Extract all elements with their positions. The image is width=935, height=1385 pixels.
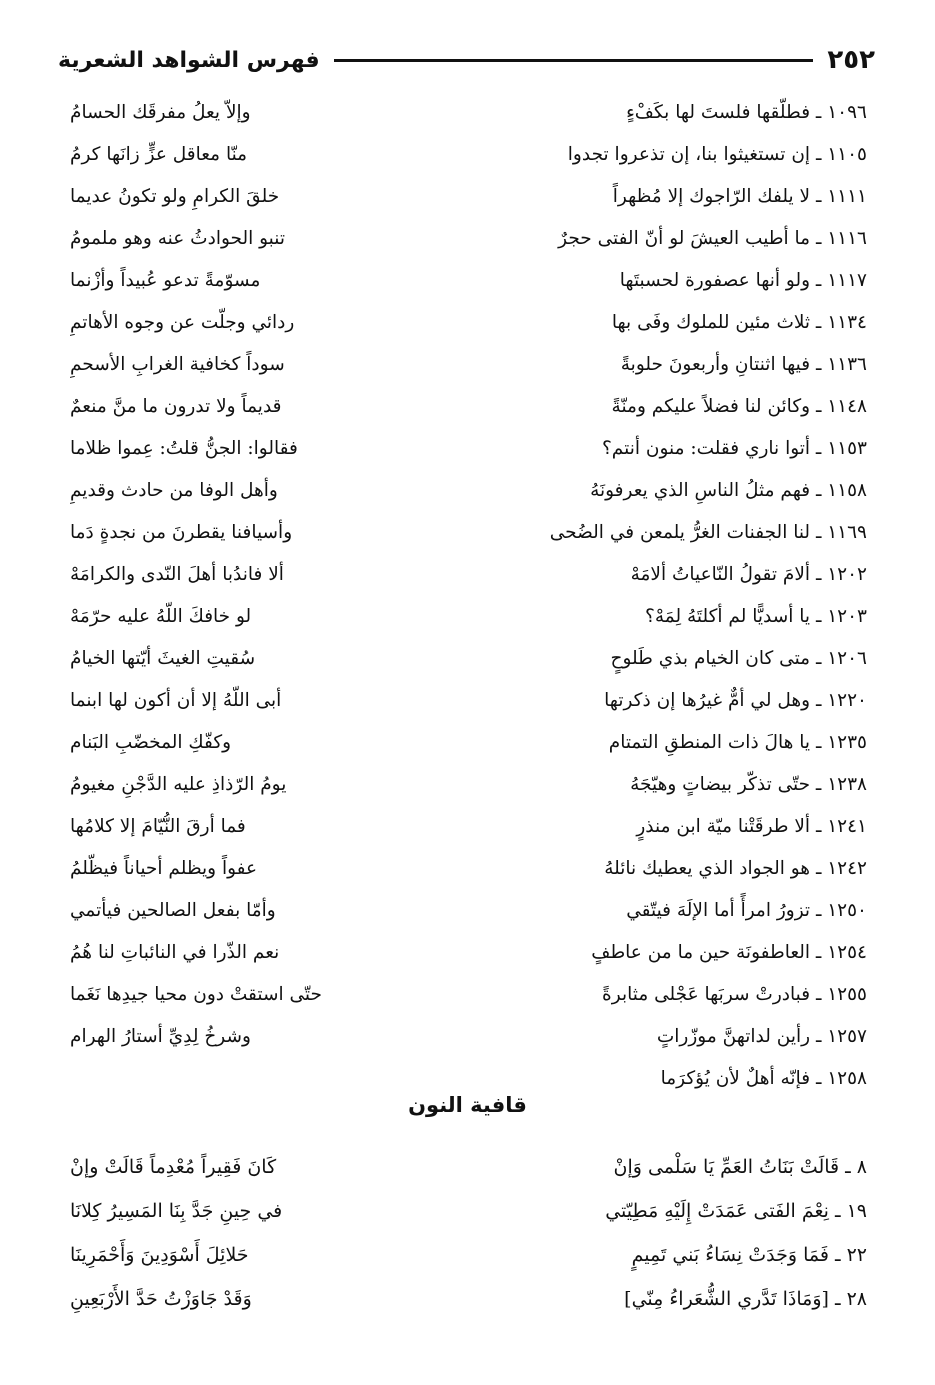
verse-text: ألا فاندُبا أهلَ النّدى والكرامَهْ bbox=[70, 564, 284, 585]
verse-text: ١٢٣٥ ـ يا هالَ ذات المنطقِ التمتام bbox=[608, 732, 867, 753]
verse-text: وشرخُ لِدِيِّ أستارُ الهرام bbox=[70, 1026, 251, 1047]
verse-text: لو خافكَ اللّهُ عليه حرّمَهْ bbox=[70, 606, 252, 627]
verse-second-hemistich bbox=[70, 176, 437, 218]
verse-second-hemistich bbox=[70, 1145, 437, 1189]
verse-first-hemistich bbox=[457, 344, 867, 386]
verse-second-hemistich bbox=[70, 1233, 437, 1277]
verse-text: ردائي وجلّت عن وجوه الأهاتمِ bbox=[70, 312, 295, 333]
verse-first-hemistich bbox=[457, 596, 867, 638]
verse-text: كَانَ فَقِيراً مُعْدِماً قَالَتْ وإنْ bbox=[70, 1156, 277, 1178]
verse-text: في حِينِ جَدَّ بِنَا المَسِيرُ كِلانَا bbox=[70, 1200, 283, 1222]
verse-first-hemistich bbox=[457, 470, 867, 512]
verse-first-hemistich bbox=[457, 848, 867, 890]
verse-column-right bbox=[457, 1145, 867, 1321]
verse-text: وأسيافنا يقطرنَ من نجدةٍ دَما bbox=[70, 522, 293, 543]
verse-second-hemistich bbox=[70, 134, 437, 176]
verse-second-hemistich bbox=[70, 218, 437, 260]
verse-text: فما أرقَ النُّيّامَ إلا كلامُها bbox=[70, 816, 246, 837]
verse-text: ١٩ ـ نِعْمَ الفَتى عَمَدَتْ إِلَيْهِ مَطِيّتي bbox=[605, 1200, 867, 1222]
verse-text: تنبو الحوادثُ عنه وهو ملمومُ bbox=[70, 228, 285, 249]
verse-column-left bbox=[70, 1145, 437, 1321]
verse-text: ١٢٤١ ـ ألا طرقَتْنا ميّة ابن منذرٍ bbox=[636, 816, 867, 837]
verse-text: ١١١٧ ـ ولو أنها عصفورة لحسبتَها bbox=[619, 270, 867, 291]
verse-second-hemistich bbox=[70, 386, 437, 428]
verse-first-hemistich bbox=[457, 512, 867, 554]
verse-column-right bbox=[457, 92, 867, 1100]
verse-text: ١٢٠٦ ـ متى كان الخيام بذي طَلوحٍ bbox=[610, 648, 867, 669]
verse-first-hemistich bbox=[457, 176, 867, 218]
section-heading: قافية النون bbox=[408, 1093, 527, 1117]
verse-text: ١٢٥٧ ـ رأين لداتهنَّ موزّراتٍ bbox=[656, 1026, 867, 1047]
verse-second-hemistich bbox=[70, 680, 437, 722]
verse-second-hemistich bbox=[70, 1016, 437, 1058]
verse-text: ١١١١ ـ لا يلفك الرّاجوك إلا مُظهراً bbox=[612, 186, 867, 207]
verse-first-hemistich bbox=[457, 764, 867, 806]
verse-text: ٢٨ ـ [وَمَاذَا تَدَّري الشُّعَراءُ مِنّي] bbox=[624, 1288, 867, 1310]
verse-second-hemistich bbox=[70, 344, 437, 386]
verse-text: ١١٣٤ ـ ثلاث مئين للملوك وفَى بها bbox=[611, 312, 867, 333]
verse-column-left bbox=[70, 92, 437, 1100]
verse-text: ١٠٩٦ ـ فطلّقها فلستَ لها بكَفْءٍ bbox=[626, 102, 867, 123]
verse-second-hemistich bbox=[70, 512, 437, 554]
verse-second-hemistich bbox=[70, 596, 437, 638]
verse-first-hemistich bbox=[457, 218, 867, 260]
page-number: ٢٥٢ bbox=[827, 45, 875, 75]
verse-first-hemistich bbox=[457, 722, 867, 764]
verse-second-hemistich bbox=[70, 848, 437, 890]
verse-text: وأهل الوفا من حادث وقديمِ bbox=[70, 480, 278, 501]
verse-text: ١٢٠٢ ـ ألامَ تقولُ النّاعياتُ ألامَهْ bbox=[630, 564, 867, 585]
verse-second-hemistich bbox=[70, 638, 437, 680]
verse-first-hemistich bbox=[457, 1189, 867, 1233]
verse-first-hemistich bbox=[457, 638, 867, 680]
verse-text: وَقَدْ جَاوَزْتُ حَدَّ الأَرْبَعِينِ bbox=[70, 1288, 252, 1310]
verse-text: ١٢٥٨ ـ فإنّه أهلٌ لأن يُؤكرَما bbox=[660, 1068, 867, 1089]
verse-second-hemistich bbox=[70, 1189, 437, 1233]
verse-text: ١٢٤٢ ـ هو الجواد الذي يعطيك نائلهُ bbox=[604, 858, 867, 879]
verse-index-section bbox=[70, 92, 867, 1100]
verse-text: ١١٠٥ ـ إن تستغيثوا بنا، إن تذعروا تجدوا bbox=[567, 144, 867, 165]
verse-text: حَلائِلَ أَسْوَدِينَ وَأَحْمَرِينَا bbox=[70, 1244, 249, 1266]
verse-text: يومُ الرّذاذِ عليه الدَّجْنِ مغيومُ bbox=[70, 774, 287, 795]
verse-second-hemistich bbox=[70, 302, 437, 344]
verse-text: ١٢٣٨ ـ حتّى تذكّر بيضاتٍ وهيّجَهُ bbox=[630, 774, 867, 795]
verse-text: عفواً ويظلم أحياناً فيظّلمُ bbox=[70, 858, 258, 879]
verse-text: ٨ ـ قَالَتْ بَنَاتُ العَمِّ يَا سَلْمى وَإنْ bbox=[613, 1156, 867, 1178]
verse-text: أبى اللّهُ إلا أن أكون لها ابنما bbox=[70, 690, 282, 711]
verse-first-hemistich bbox=[457, 92, 867, 134]
verse-second-hemistich bbox=[70, 932, 437, 974]
verse-second-hemistich bbox=[70, 722, 437, 764]
verse-text: ١١٣٦ ـ فيها اثنتانِ وأربعونَ حلوبةً bbox=[620, 354, 867, 375]
verse-second-hemistich bbox=[70, 764, 437, 806]
verse-text: ١١٥٨ ـ فهم مثلُ الناسِ الذي يعرفونَهُ bbox=[590, 480, 867, 501]
verse-first-hemistich bbox=[457, 1145, 867, 1189]
verse-first-hemistich bbox=[457, 890, 867, 932]
verse-text: وإلاّ يعلُ مفرقَك الحسامُ bbox=[70, 102, 251, 123]
verse-second-hemistich bbox=[70, 974, 437, 1016]
verse-first-hemistich bbox=[457, 806, 867, 848]
verse-first-hemistich bbox=[457, 1233, 867, 1277]
verse-second-hemistich bbox=[70, 470, 437, 512]
verse-text: ١٢٥٠ ـ تزورُ امرأً أما الإلَهَ فيتّقي bbox=[626, 900, 867, 921]
verse-text: سُقيتِ الغيثَ أيّتها الخيامُ bbox=[70, 648, 256, 669]
verse-second-hemistich bbox=[70, 806, 437, 848]
verse-second-hemistich bbox=[70, 260, 437, 302]
verse-second-hemistich bbox=[70, 890, 437, 932]
verse-first-hemistich bbox=[457, 1016, 867, 1058]
verse-first-hemistich bbox=[457, 932, 867, 974]
verse-text: منّا معاقل عزٍّ زانَها كرمُ bbox=[70, 144, 248, 165]
verse-text: مسوّمةً تدعو عُبيداً وأزْنما bbox=[70, 270, 261, 291]
verse-text: ٢٢ ـ فَمَا وَجَدَتْ نِسَاءُ بَني تَمِيمٍ bbox=[631, 1244, 867, 1266]
verse-text: وأمّا بفعل الصالحين فيأتمي bbox=[70, 900, 276, 921]
verse-text: ١١٤٨ ـ وكائن لنا فضلاً عليكم ومنّةً bbox=[611, 396, 867, 417]
verse-text: وكفّكِ المخضّبِ البَنام bbox=[70, 732, 232, 753]
verse-first-hemistich bbox=[457, 680, 867, 722]
verse-text: ١٢٥٤ ـ العاطفونَة حين ما من عاطفٍ bbox=[591, 942, 867, 963]
verse-first-hemistich bbox=[457, 554, 867, 596]
verse-text: حتّى استقتْ دون محيا جيدِها نَغَما bbox=[70, 984, 322, 1005]
verse-text: ١١١٦ ـ ما أطيب العيشَ لو أنّ الفتى حجرٌ bbox=[558, 228, 867, 249]
verse-index-section-nun bbox=[70, 1145, 867, 1321]
page-header bbox=[58, 40, 875, 80]
verse-first-hemistich bbox=[457, 428, 867, 470]
verse-text: خلقَ الكرامِ ولو تكونُ عديما bbox=[70, 186, 280, 207]
verse-first-hemistich bbox=[457, 974, 867, 1016]
verse-text: ١١٦٩ ـ لنا الجفنات الغرُّ يلمعن في الضُحى bbox=[549, 522, 867, 543]
verse-text: قديماً ولا تدرون ما منَّ منعمٌ bbox=[70, 396, 282, 417]
header-rule bbox=[334, 59, 814, 62]
verse-first-hemistich bbox=[457, 386, 867, 428]
verse-first-hemistich bbox=[457, 260, 867, 302]
verse-text: سوداً كخافية الغرابِ الأسحمِ bbox=[70, 354, 285, 375]
verse-text: فقالوا: الجنُّ قلتُ: عِموا ظلاما bbox=[70, 438, 298, 459]
running-title: فهرس الشواهد الشعرية bbox=[58, 47, 320, 73]
verse-second-hemistich bbox=[70, 92, 437, 134]
verse-first-hemistich bbox=[457, 302, 867, 344]
verse-second-hemistich bbox=[70, 554, 437, 596]
verse-second-hemistich bbox=[70, 1277, 437, 1321]
verse-second-hemistich bbox=[70, 428, 437, 470]
verse-text: ١١٥٣ ـ أتوا ناري فقلت: منون أنتم؟ bbox=[601, 438, 867, 459]
verse-text: ١٢٠٣ ـ يا أسديًّا لم أكلتَهُ لِمَهْ؟ bbox=[645, 606, 867, 627]
verse-text: نعم الذّرا في النائباتِ لنا هُمُ bbox=[70, 942, 280, 963]
verse-text: ١٢٥٥ ـ فبادرتْ سربَها عَجْلى مثابرةً bbox=[602, 984, 867, 1005]
verse-first-hemistich bbox=[457, 1277, 867, 1321]
verse-text: ١٢٢٠ ـ وهل لي أمٌّ غيرُها إن ذكرتها bbox=[604, 690, 867, 711]
verse-first-hemistich bbox=[457, 134, 867, 176]
